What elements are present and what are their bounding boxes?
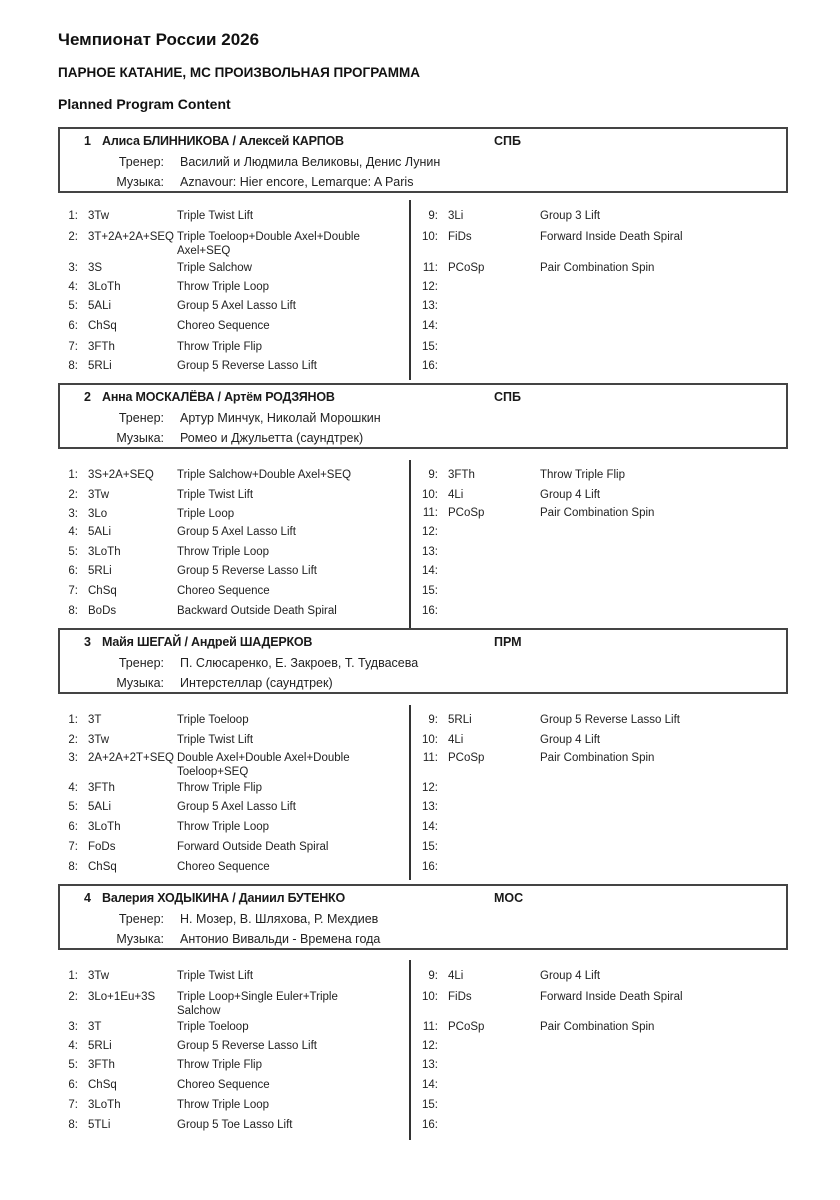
element-code: 3S [88, 262, 103, 274]
team-names [84, 635, 312, 649]
team-skater-names: Валерия ХОДЫКИНА / Даниил БУТЕНКО [102, 891, 345, 905]
element-number: 9: [428, 210, 438, 222]
event-subtitle: ПАРНОЕ КАТАНИЕ, МС ПРОИЗВОЛЬНАЯ ПРОГРАММА [58, 65, 421, 80]
element-name: Double Axel+Double Axel+Double Toeloop+SEQ [177, 752, 350, 778]
music-label: Музыка: [116, 676, 164, 690]
element-number: 16: [422, 861, 438, 873]
element-number: 5: [68, 300, 78, 312]
element-name: Triple Toeloop [177, 1021, 249, 1033]
element-name: Triple Twist Lift [177, 734, 254, 746]
element-name: Triple Toeloop [177, 714, 249, 726]
element-name: Group 4 Lift [540, 489, 601, 501]
team-info-box [58, 628, 788, 694]
music-label: Музыка: [116, 175, 164, 189]
element-name: Backward Outside Death Spiral [177, 605, 337, 617]
team-region: МОС [494, 891, 524, 905]
element-number: 16: [422, 360, 438, 372]
element-code: PCoSp [448, 752, 485, 764]
element-number: 16: [422, 605, 438, 617]
element-number: 7: [68, 1099, 78, 1111]
element-name: Throw Triple Loop [177, 821, 270, 833]
team-names [84, 891, 345, 905]
element-code: 5RLi [448, 714, 472, 726]
element-name: Forward Inside Death Spiral [540, 231, 683, 243]
element-name: Triple Loop [177, 508, 235, 520]
element-name: Choreo Sequence [177, 1079, 270, 1091]
element-number: 3: [68, 508, 78, 520]
element-number: 10: [422, 991, 438, 1003]
element-name: Triple Twist Lift [177, 489, 254, 501]
team-skater-names: Алиса БЛИННИКОВА / Алексей КАРПОВ [102, 134, 344, 148]
music-label: Музыка: [116, 431, 164, 445]
element-number: 13: [422, 300, 438, 312]
element-name: Choreo Sequence [177, 585, 270, 597]
team-skater-names: Анна МОСКАЛЁВА / Артём РОДЗЯНОВ [102, 390, 335, 404]
team-info-box [58, 127, 788, 193]
column-divider [409, 960, 411, 1140]
element-number: 7: [68, 341, 78, 353]
section-title: Planned Program Content [58, 96, 231, 112]
team-info-box [58, 383, 788, 449]
team-region: СПБ [494, 390, 521, 404]
element-name: Triple Twist Lift [177, 210, 254, 222]
element-number: 7: [68, 585, 78, 597]
element-code: 3FTh [88, 1059, 115, 1071]
music-label: Музыка: [116, 932, 164, 946]
element-number: 13: [422, 1059, 438, 1071]
column-divider [409, 705, 411, 880]
element-code: 3Tw [88, 489, 110, 501]
element-number: 6: [68, 1079, 78, 1091]
element-name: Group 5 Axel Lasso Lift [177, 526, 296, 538]
element-code: FiDs [448, 231, 472, 243]
element-code: 2A+2A+2T+SEQ [88, 752, 174, 764]
element-name: Throw Triple Flip [177, 341, 262, 353]
element-number: 16: [422, 1119, 438, 1131]
element-code: 3T [88, 714, 102, 726]
element-code: 3FTh [88, 341, 115, 353]
element-name: Group 4 Lift [540, 734, 601, 746]
element-number: 2: [68, 231, 78, 243]
element-number: 15: [422, 1099, 438, 1111]
element-name: Triple Loop+Single Euler+Triple Salchow [177, 991, 338, 1017]
music-value: Ромео и Джульетта (саундтрек) [180, 431, 364, 445]
element-name: Throw Triple Loop [177, 1099, 270, 1111]
team-names [84, 390, 335, 404]
element-number: 3: [68, 262, 78, 274]
element-code: 5ALi [88, 526, 112, 538]
element-code: 5ALi [88, 300, 112, 312]
element-number: 12: [422, 782, 438, 794]
coach-label: Тренер: [118, 155, 164, 169]
element-code: 5RLi [88, 565, 112, 577]
element-name: Group 5 Toe Lasso Lift [177, 1119, 293, 1131]
element-number: 8: [68, 1119, 78, 1131]
element-name: Choreo Sequence [177, 320, 270, 332]
element-name: Pair Combination Spin [540, 262, 655, 274]
coach-value: Н. Мозер, В. Шляхова, Р. Мехдиев [180, 912, 379, 926]
element-name: Group 5 Reverse Lasso Lift [177, 360, 317, 372]
element-number: 10: [422, 231, 438, 243]
element-code: 3S+2A+SEQ [88, 469, 154, 481]
element-name: Group 5 Axel Lasso Lift [177, 300, 296, 312]
element-number: 1: [68, 970, 78, 982]
music-value: Aznavour: Hier encore, Lemarque: A Paris [180, 175, 414, 189]
element-number: 8: [68, 360, 78, 372]
element-number: 8: [68, 861, 78, 873]
element-number: 13: [422, 801, 438, 813]
element-number: 9: [428, 714, 438, 726]
element-name: Throw Triple Flip [540, 469, 625, 481]
music-value: Антонио Вивальди - Времена года [180, 932, 381, 946]
team-region: СПБ [494, 134, 521, 148]
element-code: 3LoTh [88, 281, 121, 293]
element-number: 4: [68, 782, 78, 794]
element-number: 3: [68, 752, 78, 764]
element-name: Pair Combination Spin [540, 507, 655, 519]
element-code: 3Li [448, 210, 464, 222]
element-number: 12: [422, 1040, 438, 1052]
element-number: 1: [68, 469, 78, 481]
team-start-number: 4 [84, 891, 91, 905]
element-number: 11: [422, 507, 438, 519]
element-code: 3Lo [88, 508, 108, 520]
element-number: 5: [68, 1059, 78, 1071]
team-start-number: 1 [84, 134, 91, 148]
element-number: 14: [422, 1079, 438, 1091]
element-name: Triple Toeloop+Double Axel+Double Axel+SEQ [177, 231, 360, 257]
coach-label: Тренер: [118, 411, 164, 425]
element-code: 3T [88, 1021, 102, 1033]
element-name: Forward Outside Death Spiral [177, 841, 329, 853]
element-name: Choreo Sequence [177, 861, 270, 873]
element-code: 3LoTh [88, 821, 121, 833]
coach-value: Артур Минчук, Николай Морошкин [180, 411, 381, 425]
element-number: 9: [428, 469, 438, 481]
element-code: 3FTh [448, 469, 475, 481]
element-number: 6: [68, 565, 78, 577]
element-number: 9: [428, 970, 438, 982]
element-name: Group 4 Lift [540, 970, 601, 982]
element-number: 11: [422, 1021, 438, 1033]
element-number: 2: [68, 734, 78, 746]
element-code: 3Tw [88, 734, 110, 746]
element-number: 6: [68, 821, 78, 833]
element-number: 4: [68, 1040, 78, 1052]
coach-value: П. Слюсаренко, Е. Закроев, Т. Тудвасева [180, 656, 419, 670]
element-code: 3FTh [88, 782, 115, 794]
element-number: 14: [422, 320, 438, 332]
element-code: PCoSp [448, 507, 485, 519]
element-code: 3LoTh [88, 546, 121, 558]
element-code: BoDs [88, 605, 117, 617]
column-divider [409, 200, 411, 380]
element-number: 8: [68, 605, 78, 617]
element-name: Triple Twist Lift [177, 970, 254, 982]
element-name: Forward Inside Death Spiral [540, 991, 683, 1003]
music-value: Интерстеллар (саундтрек) [180, 676, 333, 690]
element-number: 10: [422, 489, 438, 501]
element-code: ChSq [88, 320, 117, 332]
element-number: 6: [68, 320, 78, 332]
element-number: 7: [68, 841, 78, 853]
element-number: 1: [68, 210, 78, 222]
element-name: Group 3 Lift [540, 210, 601, 222]
element-code: 3LoTh [88, 1099, 121, 1111]
team-start-number: 3 [84, 635, 91, 649]
element-name: Group 5 Axel Lasso Lift [177, 801, 296, 813]
element-number: 13: [422, 546, 438, 558]
element-number: 1: [68, 714, 78, 726]
element-number: 4: [68, 281, 78, 293]
element-code: 5RLi [88, 360, 112, 372]
element-code: ChSq [88, 861, 117, 873]
element-number: 5: [68, 801, 78, 813]
element-number: 10: [422, 734, 438, 746]
element-number: 11: [422, 752, 438, 764]
element-number: 4: [68, 526, 78, 538]
element-number: 12: [422, 526, 438, 538]
element-name: Pair Combination Spin [540, 752, 655, 764]
team-skater-names: Майя ШЕГАЙ / Андрей ШАДЕРКОВ [102, 635, 313, 649]
element-number: 2: [68, 991, 78, 1003]
element-number: 14: [422, 821, 438, 833]
element-number: 14: [422, 565, 438, 577]
element-code: FoDs [88, 841, 116, 853]
element-code: 4Li [448, 489, 464, 501]
element-code: PCoSp [448, 262, 485, 274]
element-code: 3T+2A+2A+SEQ [88, 231, 174, 243]
coach-label: Тренер: [118, 656, 164, 670]
element-name: Throw Triple Loop [177, 281, 270, 293]
element-number: 15: [422, 841, 438, 853]
element-number: 12: [422, 281, 438, 293]
element-code: 5RLi [88, 1040, 112, 1052]
element-name: Group 5 Reverse Lasso Lift [177, 565, 317, 577]
element-code: 5ALi [88, 801, 112, 813]
element-number: 2: [68, 489, 78, 501]
element-number: 15: [422, 341, 438, 353]
element-name: Triple Salchow [177, 262, 252, 274]
coach-label: Тренер: [118, 912, 164, 926]
element-name: Pair Combination Spin [540, 1021, 655, 1033]
team-names [84, 134, 344, 148]
coach-value: Василий и Людмила Великовы, Денис Лунин [180, 155, 441, 169]
element-name: Throw Triple Loop [177, 546, 270, 558]
element-code: 3Tw [88, 970, 110, 982]
element-code: 3Tw [88, 210, 110, 222]
element-name: Group 5 Reverse Lasso Lift [540, 714, 680, 726]
column-divider [409, 460, 411, 628]
team-region: ПРМ [494, 635, 522, 649]
element-number: 11: [422, 262, 438, 274]
element-code: ChSq [88, 585, 117, 597]
element-code: ChSq [88, 1079, 117, 1091]
page-title: Чемпионат России 2026 [58, 30, 260, 49]
element-name: Triple Salchow+Double Axel+SEQ [177, 469, 352, 481]
element-number: 3: [68, 1021, 78, 1033]
element-name: Throw Triple Flip [177, 1059, 262, 1071]
element-name: Group 5 Reverse Lasso Lift [177, 1040, 317, 1052]
element-code: PCoSp [448, 1021, 485, 1033]
team-info-box [58, 884, 788, 950]
element-number: 5: [68, 546, 78, 558]
team-start-number: 2 [84, 390, 91, 404]
element-code: 5TLi [88, 1119, 111, 1131]
element-code: 3Lo+1Eu+3S [88, 991, 156, 1003]
element-code: 4Li [448, 970, 464, 982]
element-name: Throw Triple Flip [177, 782, 262, 794]
element-code: FiDs [448, 991, 472, 1003]
element-code: 4Li [448, 734, 464, 746]
element-number: 15: [422, 585, 438, 597]
